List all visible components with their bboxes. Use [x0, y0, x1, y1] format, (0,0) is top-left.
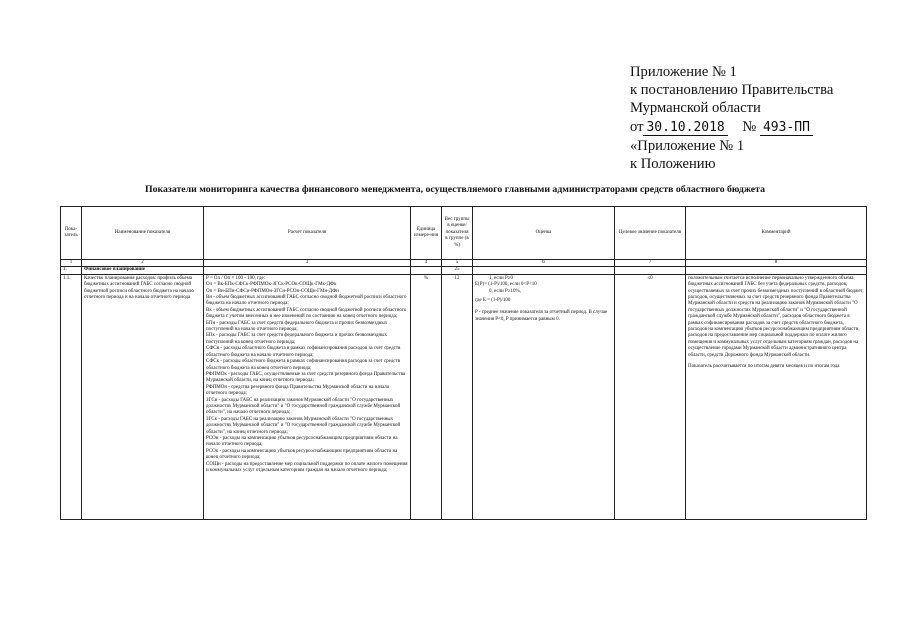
section-number: 1.: [61, 267, 82, 274]
unit-cell: %: [411, 274, 442, 519]
resolution-date: 30.10.2018: [643, 120, 727, 136]
column-number: 8: [686, 260, 867, 267]
header-cell: Расчет показателя: [204, 207, 411, 260]
calc-line: Ол = Вк-БПк-СФСк-РФПМОк-ЗГСк-РСОк-СОЩк-ГМк-ДФк: [206, 282, 337, 288]
calc-line: P = Ол / Оп × 100 - 100, где:: [206, 275, 266, 281]
calc-line: РФПМОн - средства резервного фонда Правительства Мурманской области на начало отчетного периода;: [206, 384, 390, 397]
header-cell: Наименование показателя: [82, 207, 204, 260]
indicator-name: Качество планирования расходов: профиль объема бюджетных ассигнований ГАБС согласно сводной бюджетной росписи областного бюджета на начало отчетного периода и на начало отчетного периода: [82, 274, 204, 519]
calc-line: ЗГСк - расходы ГАБС на реализацию законов Мурманской области "О государственных должностях Мурманской области" и "О государственной гражданской службе Мурманской области", на конец отчетного периода;: [206, 416, 401, 435]
column-number: 7: [615, 260, 686, 267]
score-line: E(P)= (1-P)/100, если 0<P<10: [475, 282, 537, 288]
date-prefix: от: [630, 118, 644, 135]
table-header-row: [61, 207, 867, 260]
calc-line: СФСк - расходы областного бюджета в рамках софинансирования расходов за счет средств областного бюджета на конец отчетного периода;: [206, 359, 401, 371]
calc-line: Вн - объем бюджетных ассигнований ГАБС согласно сводной бюджетной росписи областного бюджета на начало отчетного периода;: [206, 295, 407, 307]
header-cell: Целевое значение показателя: [615, 207, 686, 260]
header-line-resolution: к постановлению Правительства: [630, 82, 834, 99]
header-cell: Оценка: [473, 207, 615, 260]
score-cell: [473, 274, 615, 519]
number-prefix: №: [742, 118, 757, 135]
calc-line: БПк - расходы ГАБС за счет средств федерального бюджета и прочих безвозмездных поступлений на конец отчетного периода;: [206, 333, 388, 345]
calc-line: БПн - расходы ГАБС за счет средств федерального бюджета и прочих безвозмездных поступлений на начало отчетного периода;: [206, 320, 388, 333]
header-cell: Пока-затель: [61, 207, 82, 260]
document-title: Показатели мониторинга качества финансового менеджмента, осуществляемого главными администраторами средств областного бюджета: [145, 184, 765, 195]
column-number: 1: [61, 260, 82, 267]
target-cell: ≤0: [615, 274, 686, 519]
column-number: 3: [204, 260, 411, 267]
document-header: [630, 63, 890, 173]
calc-line: СОЩн - расходы на предоставление мер социальной поддержки по оплате жилого помещения и коммунальных услуг отдельным категориям граждан на начало отчетного периода;: [206, 461, 408, 473]
column-number: 5: [442, 260, 473, 267]
score-line: P - среднее значение показателя за отчетный период. В случае значения P<0, P принимается равным 0.: [475, 310, 608, 322]
header-cell: Единица измере-ния: [411, 207, 442, 260]
table-row: [61, 274, 867, 519]
section-row: [61, 267, 867, 274]
calc-line: РСОк - расходы на компенсацию убытков ресурсоснабжающим предприятиям области на конец отчетного периода;: [206, 448, 398, 461]
calc-line: ЗГСн - расходы ГАБС на реализацию законов Мурманской области "О государственных должностях Мурманской области" и "О государственной гражданской службе Мурманской области", на начало отчетного периода;: [206, 397, 401, 416]
column-number: 4: [411, 260, 442, 267]
column-number-row: [61, 260, 867, 267]
header-line-appendix-inner: «Приложение № 1: [630, 137, 745, 154]
header-line-appendix: Приложение № 1: [630, 64, 737, 80]
header-line-region: Мурманской области: [630, 100, 761, 117]
header-cell: Вес группы в оценке/ показателя в группе (в %): [442, 207, 473, 260]
row-number: 1.1.: [61, 274, 82, 519]
calc-line: Вк - объем бюджетных ассигнований ГАБС согласно сводной бюджетной росписи областного бюджета с учетом внесенных в нее изменений по состоянию на конец отчетного периода;: [206, 307, 407, 320]
calc-line: РСОн - расходы на компенсацию убытков ресурсоснабжающим предприятиям области на начало отчетного периода;: [206, 435, 398, 448]
indicator-calculation: [204, 274, 411, 519]
comment-line: положительным считается исполнение первоначально утвержденного объема бюджетных ассигнований ГАБС без учета федеральных средств, расходов, осуществляемых за счет прочих безвозмездных поступлений в областной бюджет, расходов, осуществляемых за счет средств резервного фонда Правительства Мурманской области и средств на реализацию законов Мурманской области "О государственных должностях Мурманской области" и "О государственной гражданской службе Мурманской области", расходов областного бюджета в рамках софинансирования расходов за счет средств областного бюджета, расходов на компенсацию убытков ресурсоснабжающим предприятиям области, расходов на предоставление мер социальной поддержки по оплате жилого помещения и коммунальных услуг отдельным категориям граждан, расходов на осуществление городами Мурманской области административного центра области, средств Дорожного фонда Мурманской области.: [688, 275, 864, 358]
indicators-table: [60, 206, 867, 520]
calc-line: СФСн - расходы областного бюджета в рамках софинансирования расходов за счет средств областного бюджета на начало отчетного периода;: [206, 346, 401, 358]
calc-line: РФПМОк - расходы ГАБС, осуществляемые за счет средств резервного фонда Правительства Мурманской области, на конец отчетного периода;: [206, 371, 406, 384]
weight-cell: 12: [442, 274, 473, 519]
comment-line: Показатель рассчитывается по итогам девяти месяцев и по итогам года: [688, 364, 840, 370]
header-line-regulation: к Положению: [630, 156, 716, 173]
column-number: 2: [82, 260, 204, 267]
header-cell: Комментарий: [686, 207, 867, 260]
score-line: 1, если P≥0: [489, 275, 514, 281]
section-weight: 25: [442, 267, 473, 274]
calc-line: Оп = Вн-БПн-СФСн-РФПМОн-ЗГСн-РСОн-СОЩн-ГМн-ДФн: [206, 288, 339, 294]
score-line: где E = (1-P)/100: [475, 298, 511, 304]
column-number: 6: [473, 260, 615, 267]
score-line: 0, если P≥10%,: [489, 288, 521, 294]
comment-cell: [686, 274, 867, 519]
section-name: Финансовое планирование: [82, 267, 204, 274]
resolution-number: 493-ПП: [760, 120, 813, 136]
header-line-date-number: [630, 118, 890, 137]
